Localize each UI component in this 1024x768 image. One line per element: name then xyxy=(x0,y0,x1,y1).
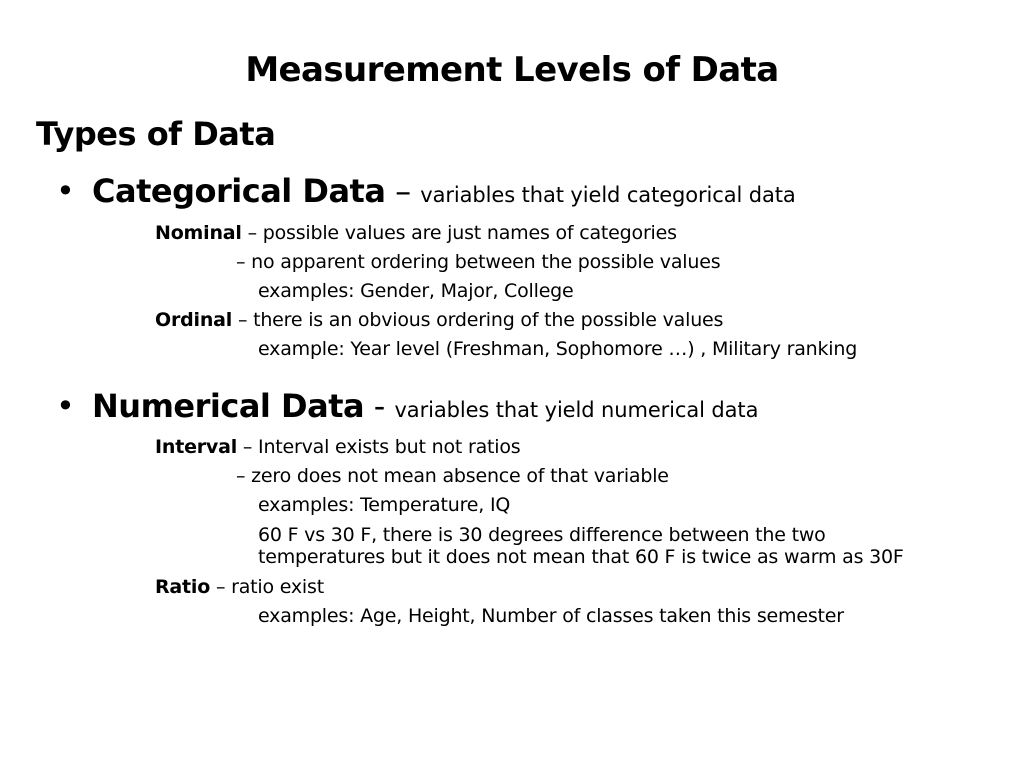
interval-label: Interval xyxy=(155,436,238,458)
interval-text: – Interval exists but not ratios xyxy=(237,436,521,458)
ordinal-text: – there is an obvious ordering of the possible values xyxy=(232,309,724,331)
ratio-label: Ratio xyxy=(155,576,211,598)
nominal-line xyxy=(155,222,677,244)
ordinal-example: example: Year level (Freshman, Sophomore …) , Military ranking xyxy=(258,338,858,360)
bullet-categorical xyxy=(56,172,796,210)
bullet-numerical-name: Numerical Data xyxy=(92,387,365,425)
interval-note: 60 F vs 30 F, there is 30 degrees difference between the two temperatures but it does not mean that 60 F is twice as warm as 30F xyxy=(258,524,904,568)
ordinal-line xyxy=(155,309,723,331)
interval-line xyxy=(155,436,520,458)
bullet-categorical-description: variables that yield categorical data xyxy=(420,183,796,207)
ratio-examples: examples: Age, Height, Number of classes taken this semester xyxy=(258,605,844,627)
ordinal-label: Ordinal xyxy=(155,309,233,331)
nominal-text: – possible values are just names of categories xyxy=(241,222,677,244)
ratio-line xyxy=(155,576,324,598)
ratio-text: – ratio exist xyxy=(210,576,324,598)
bullet-numerical-description: variables that yield numerical data xyxy=(394,398,759,422)
interval-line-2: – zero does not mean absence of that variable xyxy=(236,465,669,487)
bullet-categorical-name: Categorical Data xyxy=(92,172,386,210)
bullet-numerical xyxy=(56,387,758,425)
bullet-dot: • xyxy=(56,387,75,425)
nominal-line-2: – no apparent ordering between the possible values xyxy=(236,251,721,273)
bullet-numerical-dash: - xyxy=(373,387,385,425)
bullet-dot: • xyxy=(56,172,75,210)
bullet-categorical-dash: – xyxy=(395,172,411,210)
section-heading: Types of Data xyxy=(36,115,276,153)
nominal-label: Nominal xyxy=(155,222,242,244)
slide-title: Measurement Levels of Data xyxy=(245,50,779,90)
interval-examples: examples: Temperature, IQ xyxy=(258,494,511,516)
nominal-examples: examples: Gender, Major, College xyxy=(258,280,574,302)
